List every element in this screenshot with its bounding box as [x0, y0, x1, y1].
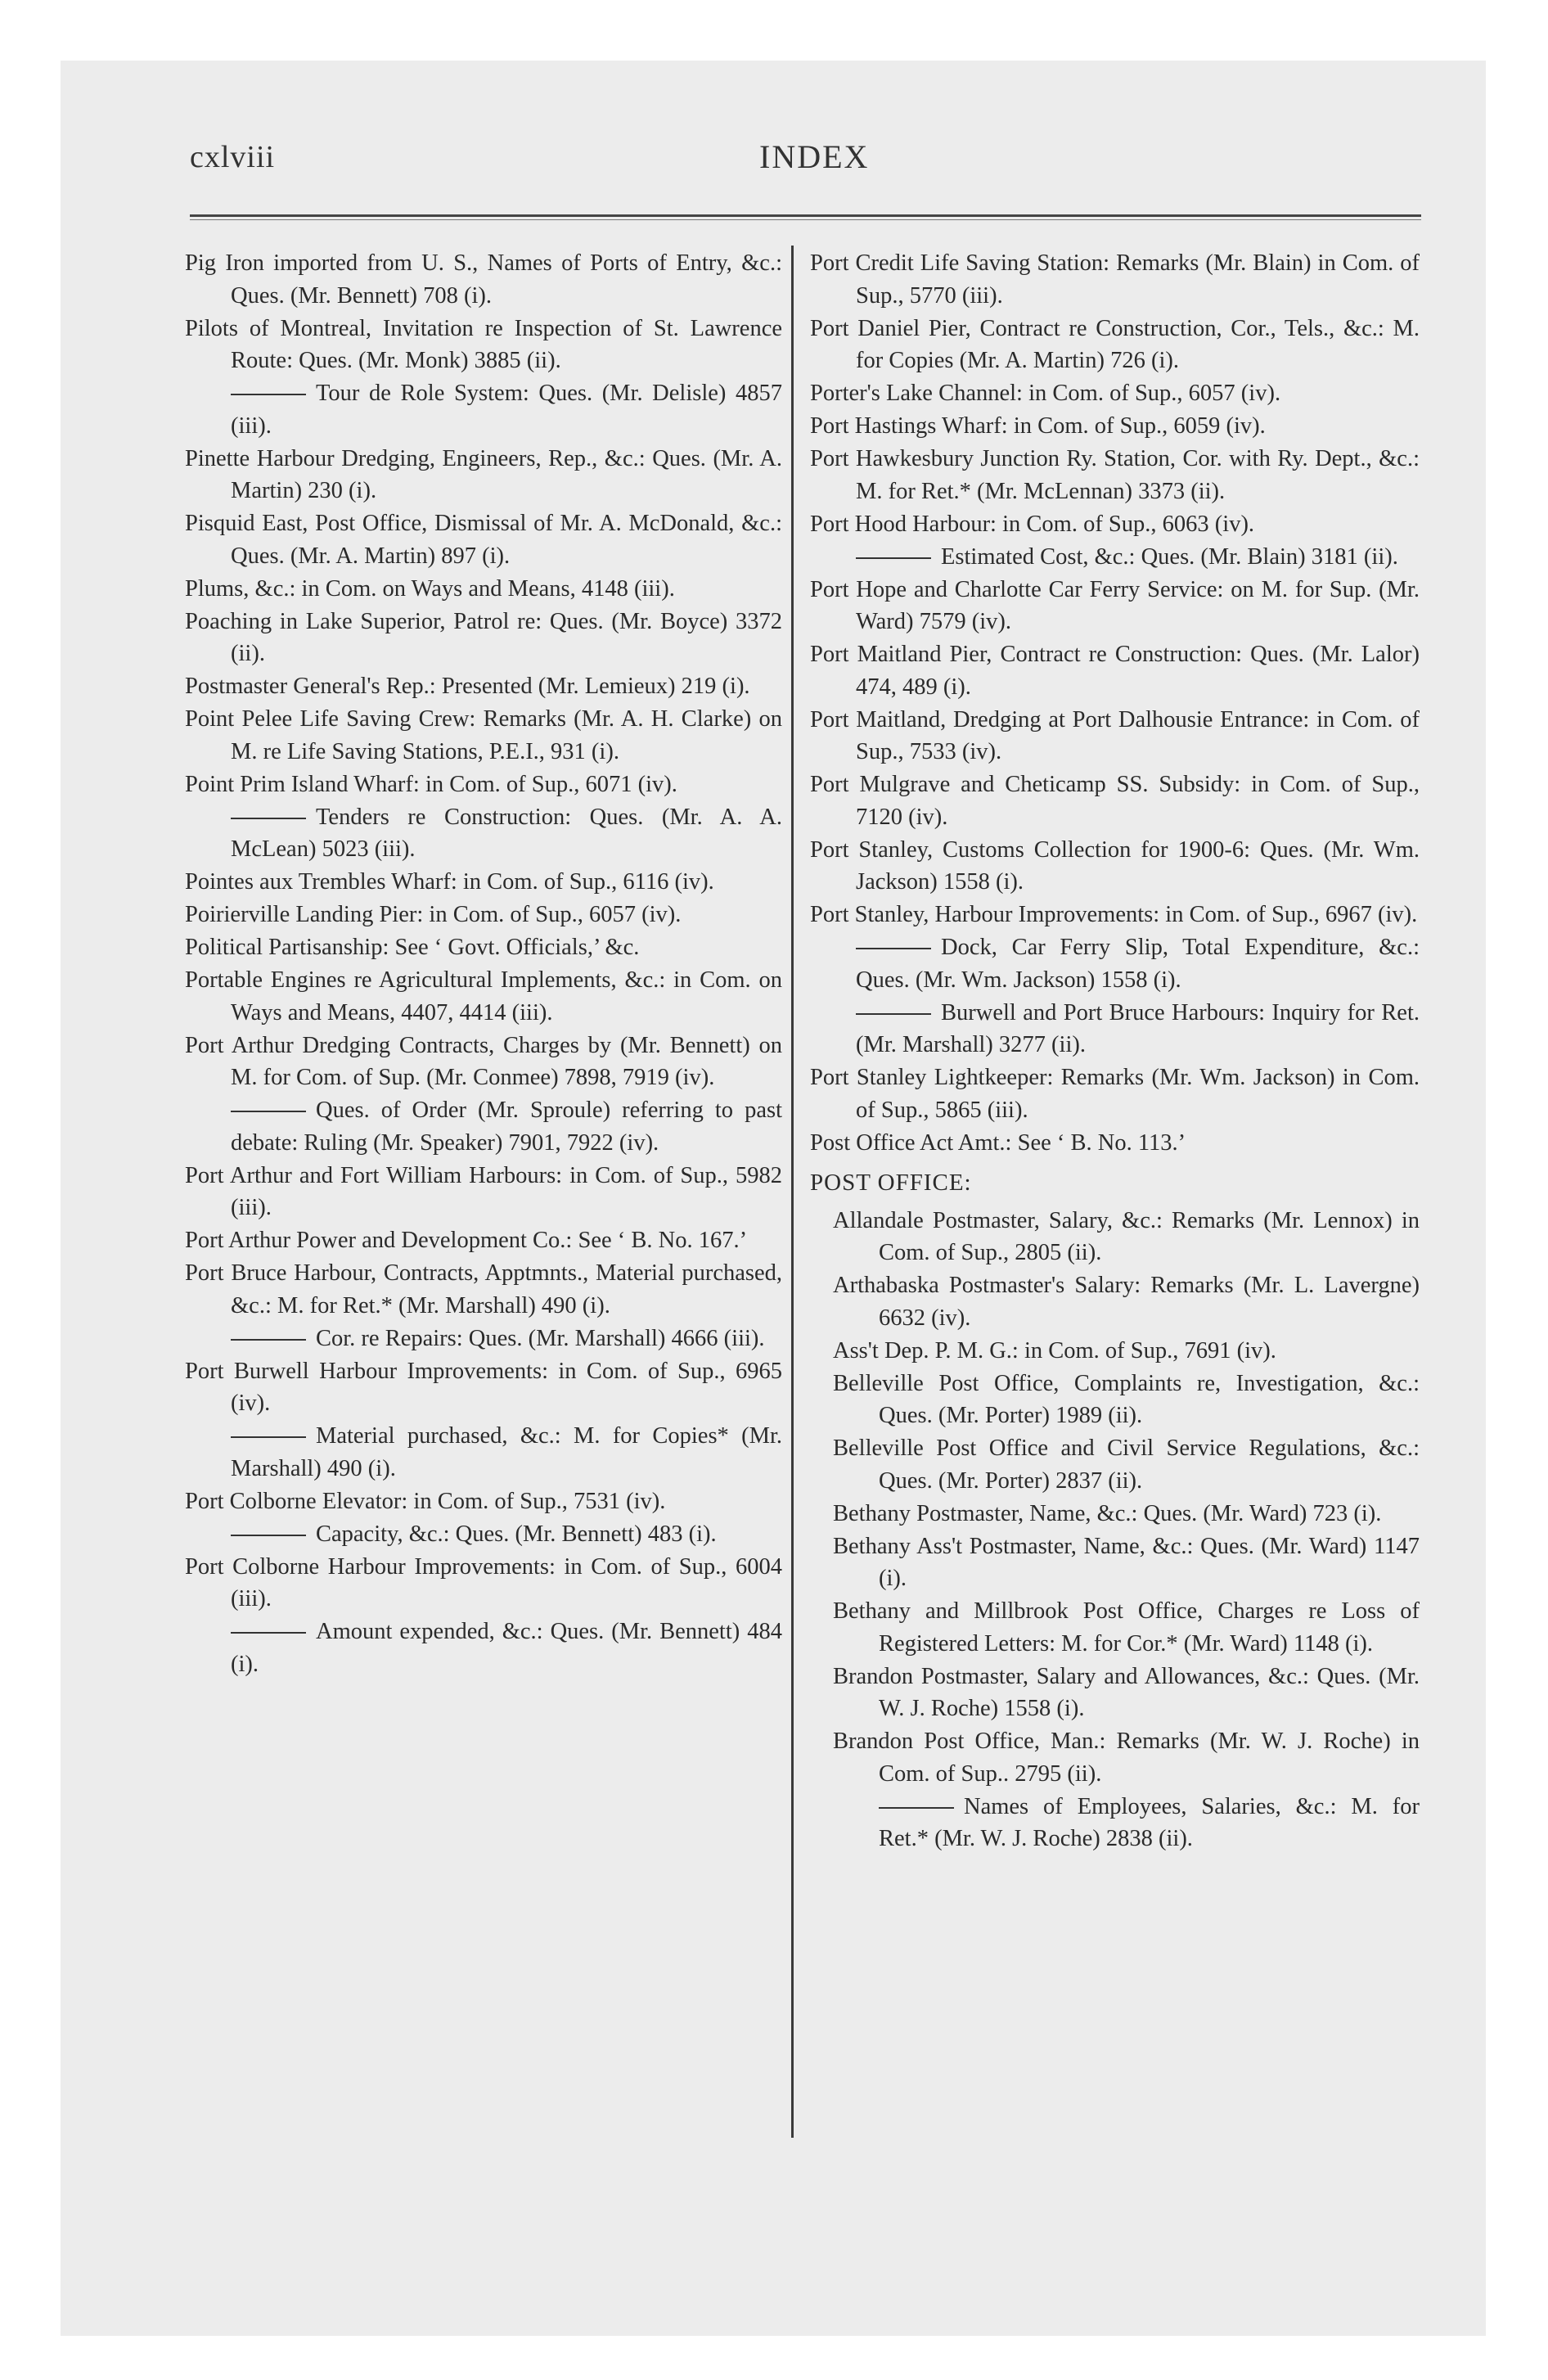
index-entry	[810, 1661, 1420, 1725]
entry-text: Port Burwell Harbour Improvements: in Com. of Sup., 6965 (iv).	[185, 1358, 782, 1416]
index-entry	[185, 1551, 782, 1616]
index-subentry	[810, 997, 1420, 1062]
entry-text: Political Partisanship: See ‘ Govt. Officials,’ &c.	[185, 935, 640, 960]
ditto-dash	[856, 557, 931, 559]
index-entry	[810, 574, 1420, 638]
entry-text: Tour de Role System: Ques. (Mr. Delisle) 4857 (iii).	[231, 381, 782, 439]
entry-text: Tenders re Construction: Ques. (Mr. A. A. McLean) 5023 (iii).	[231, 804, 782, 862]
entry-text: Port Hawkesbury Junction Ry. Station, Cor. with Ry. Dept., &c.: M. for Ret.* (Mr. McLennan) 3373 (ii).	[810, 446, 1420, 504]
index-entry	[185, 606, 782, 670]
entry-text: Port Hope and Charlotte Car Ferry Service: on M. for Sup. (Mr. Ward) 7579 (iv).	[810, 576, 1420, 634]
ditto-dash	[231, 818, 306, 819]
index-entry	[185, 1485, 782, 1518]
index-entry	[185, 1224, 782, 1257]
entry-text: Pointes aux Trembles Wharf: in Com. of Sup., 6116 (iv).	[185, 869, 714, 895]
index-entry	[185, 670, 782, 703]
entry-text: Port Bruce Harbour, Contracts, Apptmnts., Material purchased, &c.: M. for Ret.* (Mr. Marshall) 490 (i).	[185, 1260, 782, 1318]
index-subentry	[185, 1094, 782, 1159]
entry-text: Port Hastings Wharf: in Com. of Sup., 6059 (iv).	[810, 413, 1266, 439]
index-entry	[810, 1062, 1420, 1126]
index-entry	[810, 834, 1420, 899]
index-subentry	[810, 541, 1420, 574]
entry-text: Port Colborne Harbour Improvements: in Com. of Sup., 6004 (iii).	[185, 1553, 782, 1611]
header-rule	[190, 214, 1421, 217]
entry-text: Pinette Harbour Dredging, Engineers, Rep., &c.: Ques. (Mr. A. Martin) 230 (i).	[185, 445, 782, 503]
section-heading	[810, 1167, 1420, 1200]
index-subentry	[185, 1518, 782, 1551]
entry-text: Port Maitland, Dredging at Port Dalhousie Entrance: in Com. of Sup., 7533 (iv).	[810, 706, 1420, 764]
index-entry	[810, 638, 1420, 703]
ditto-dash	[231, 1535, 306, 1536]
index-entry	[185, 1030, 782, 1094]
entry-text: Postmaster General's Rep.: Presented (Mr. Lemieux) 219 (i).	[185, 674, 750, 699]
entry-text: Port Arthur and Fort William Harbours: in Com. of Sup., 5982 (iii).	[185, 1162, 782, 1220]
index-entry	[185, 507, 782, 572]
entry-text: Point Pelee Life Saving Crew: Remarks (Mr. A. H. Clarke) on M. re Life Saving Stations, P.E.I., 931 (i).	[185, 706, 782, 764]
ditto-dash	[231, 394, 306, 395]
entry-text: Allandale Postmaster, Salary, &c.: Remarks (Mr. Lennox) in Com. of Sup., 2805 (ii).	[833, 1207, 1420, 1265]
index-entry	[810, 1530, 1420, 1595]
entry-text: POST OFFICE:	[810, 1170, 972, 1196]
index-entry	[185, 1160, 782, 1224]
index-entry	[810, 410, 1420, 443]
index-entry	[185, 703, 782, 768]
page-title: INDEX	[759, 138, 870, 175]
entry-text: Ass't Dep. P. M. G.: in Com. of Sup., 7691 (iv).	[833, 1337, 1276, 1364]
ditto-dash	[231, 1436, 306, 1438]
entry-text: Plums, &c.: in Com. on Ways and Means, 4148 (iii).	[185, 575, 675, 602]
index-entry	[810, 377, 1420, 410]
entry-text: Port Daniel Pier, Contract re Construction, Cor., Tels., &c.: M. for Copies (Mr. A. Martin) 726 (i).	[810, 315, 1420, 373]
ditto-dash	[856, 1013, 931, 1015]
index-subentry	[810, 1791, 1420, 1855]
index-entry	[185, 443, 782, 507]
ditto-dash	[879, 1807, 954, 1809]
column-divider	[791, 246, 794, 2138]
index-entry	[810, 1335, 1420, 1368]
index-subentry	[185, 377, 782, 442]
entry-text: Port Stanley, Customs Collection for 1900-6: Ques. (Mr. Wm. Jackson) 1558 (i).	[810, 836, 1420, 895]
index-subentry	[185, 801, 782, 866]
entry-text: Burwell and Port Bruce Harbours: Inquiry for Ret. (Mr. Marshall) 3277 (ii).	[856, 999, 1420, 1057]
header-rule-thin	[190, 219, 1421, 220]
index-entry	[810, 508, 1420, 541]
index-entry	[810, 1595, 1420, 1660]
entry-text: Poaching in Lake Superior, Patrol re: Ques. (Mr. Boyce) 3372 (ii).	[185, 608, 782, 666]
index-entry	[185, 1355, 782, 1420]
page-number: cxlviii	[190, 140, 276, 174]
ditto-dash	[231, 1339, 306, 1341]
entry-text: Porter's Lake Channel: in Com. of Sup., 6057 (iv).	[810, 381, 1281, 406]
entry-text: Post Office Act Amt.: See ‘ B. No. 113.’	[810, 1129, 1186, 1156]
entry-text: Port Stanley, Harbour Improvements: in Com. of Sup., 6967 (iv).	[810, 902, 1418, 927]
index-entry	[810, 1725, 1420, 1790]
entry-text: Point Prim Island Wharf: in Com. of Sup., 6071 (iv).	[185, 771, 677, 797]
index-subentry	[810, 931, 1420, 996]
entry-text: Ques. of Order (Mr. Sproule) referring to past debate: Ruling (Mr. Speaker) 7901, 7922 (iv).	[231, 1098, 782, 1156]
entry-text: Amount expended, &c.: Ques. (Mr. Bennett) 484 (i).	[231, 1619, 782, 1677]
entry-text: Port Arthur Power and Development Co.: See ‘ B. No. 167.’	[185, 1228, 748, 1253]
index-entry	[810, 704, 1420, 769]
index-column-left	[185, 247, 782, 1681]
entry-text: Capacity, &c.: Ques. (Mr. Bennett) 483 (i).	[316, 1521, 717, 1547]
entry-text: Cor. re Repairs: Ques. (Mr. Marshall) 4666 (iii).	[316, 1325, 765, 1351]
entry-text: Material purchased, &c.: M. for Copies* (Mr. Marshall) 490 (i).	[231, 1423, 782, 1481]
index-subentry	[185, 1420, 782, 1485]
entry-text: Poirierville Landing Pier: in Com. of Sup., 6057 (iv).	[185, 902, 682, 927]
index-entry	[810, 313, 1420, 377]
index-entry	[185, 931, 782, 964]
entry-text: Portable Engines re Agricultural Implements, &c.: in Com. on Ways and Means, 4407, 4414 (iii).	[185, 967, 782, 1025]
index-entry	[185, 1257, 782, 1322]
index-subentry	[185, 1616, 782, 1680]
entry-text: Bethany and Millbrook Post Office, Charges re Loss of Registered Letters: M. for Cor.* (Mr. Ward) 1148 (i).	[833, 1598, 1420, 1657]
entry-text: Pilots of Montreal, Invitation re Inspection of St. Lawrence Route: Ques. (Mr. Monk) 3885 (ii).	[185, 315, 782, 373]
entry-text: Brandon Postmaster, Salary and Allowances, &c.: Ques. (Mr. W. J. Roche) 1558 (i).	[833, 1663, 1420, 1721]
entry-text: Port Arthur Dredging Contracts, Charges by (Mr. Bennett) on M. for Com. of Sup. (Mr. Conmee) 7898, 7919 (iv).	[185, 1032, 782, 1090]
entry-text: Bethany Postmaster, Name, &c.: Ques. (Mr. Ward) 723 (i).	[833, 1500, 1382, 1526]
entry-text: Arthabaska Postmaster's Salary: Remarks (Mr. L. Lavergne) 6632 (iv).	[833, 1273, 1420, 1331]
entry-text: Brandon Post Office, Man.: Remarks (Mr. W. J. Roche) in Com. of Sup.. 2795 (ii).	[833, 1729, 1420, 1787]
index-column-right	[810, 247, 1420, 1855]
entry-text: Belleville Post Office, Complaints re, Investigation, &c.: Ques. (Mr. Porter) 1989 (ii).	[833, 1370, 1420, 1428]
index-entry	[810, 769, 1420, 833]
index-subentry	[185, 1323, 782, 1355]
index-entry	[810, 1127, 1420, 1160]
index-entry	[185, 313, 782, 377]
index-entry	[810, 1498, 1420, 1530]
index-entry	[810, 247, 1420, 312]
index-entry	[185, 247, 782, 312]
entry-text: Port Hood Harbour: in Com. of Sup., 6063 (iv).	[810, 511, 1255, 537]
index-entry	[810, 1432, 1420, 1497]
index-entry	[810, 1269, 1420, 1334]
entry-text: Dock, Car Ferry Slip, Total Expenditure, &c.: Ques. (Mr. Wm. Jackson) 1558 (i).	[856, 935, 1420, 993]
entry-text: Port Credit Life Saving Station: Remarks (Mr. Blain) in Com. of Sup., 5770 (iii).	[810, 250, 1420, 309]
entry-text: Bethany Ass't Postmaster, Name, &c.: Ques. (Mr. Ward) 1147 (i).	[833, 1533, 1420, 1591]
entry-text: Port Colborne Elevator: in Com. of Sup., 7531 (iv).	[185, 1488, 666, 1514]
index-entry	[810, 443, 1420, 507]
entry-text: Port Maitland Pier, Contract re Construction: Ques. (Mr. Lalor) 474, 489 (i).	[810, 642, 1420, 700]
entry-text: Pig Iron imported from U. S., Names of Ports of Entry, &c.: Ques. (Mr. Bennett) 708 (i).	[185, 250, 782, 309]
entry-text: Port Mulgrave and Cheticamp SS. Subsidy: in Com. of Sup., 7120 (iv).	[810, 772, 1420, 830]
entry-text: Estimated Cost, &c.: Ques. (Mr. Blain) 3181 (ii).	[941, 543, 1398, 570]
index-entry	[185, 866, 782, 899]
index-entry	[810, 899, 1420, 931]
ditto-dash	[231, 1632, 306, 1634]
index-entry	[185, 769, 782, 801]
index-entry	[185, 899, 782, 931]
ditto-dash	[231, 1111, 306, 1112]
entry-text: Pisquid East, Post Office, Dismissal of Mr. A. McDonald, &c.: Ques. (Mr. A. Martin) 897 (i).	[185, 511, 782, 569]
ditto-dash	[856, 948, 931, 949]
index-entry	[810, 1368, 1420, 1432]
index-entry	[810, 1205, 1420, 1269]
index-entry	[185, 964, 782, 1029]
entry-text: Names of Employees, Salaries, &c.: M. for Ret.* (Mr. W. J. Roche) 2838 (ii).	[879, 1793, 1420, 1851]
index-entry	[185, 573, 782, 606]
entry-text: Port Stanley Lightkeeper: Remarks (Mr. Wm. Jackson) in Com. of Sup., 5865 (iii).	[810, 1065, 1420, 1123]
entry-text: Belleville Post Office and Civil Service Regulations, &c.: Ques. (Mr. Porter) 2837 (ii).	[833, 1436, 1420, 1494]
